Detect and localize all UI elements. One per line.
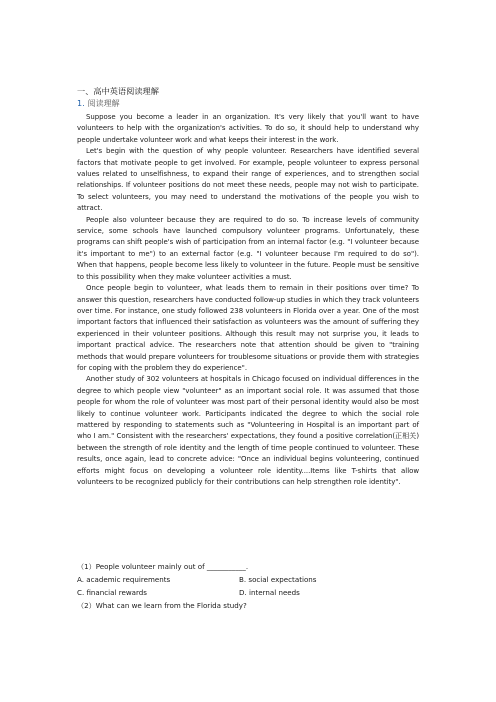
option-d[interactable]: D. internal needs [239,588,300,597]
option-c[interactable]: C. financial rewards [77,588,147,597]
item-heading [77,99,120,109]
passage-paragraph-2: Let's begin with the question of why people volunteer. Researchers have identified several factors that motivate people to get involved. For example, people volunteer to express personal values related to unselfishness, to expand their range of experiences, and to strengthen social relationships. If volunteer positions do not meet these needs, people may not wish to participate. To select volunteers, you may need to understand the motivations of the people you wish to attract. [77,147,419,213]
reading-passage [77,112,419,488]
option-a[interactable]: A. academic requirements [77,575,171,584]
passage-paragraph-3: People also volunteer because they are required to do so. To increase levels of community service, some schools have launched compulsory volunteer programs. Unfortunately, these programs can shift people's wish of participation from an internal factor (e.g. "I volunteer because it's important to me") to an external factor (e.g. "I volunteer because I'm required to do so"). When that happens, people become less likely to volunteer in the future. People must be sensitive to this possibility when they make volunteer activities a must. [77,215,419,281]
passage-paragraph-4: Once people begin to volunteer, what leads them to remain in their positions over time? To answer this question, researchers have conducted follow-up studies in which they track volunteers over time. For instance, one study followed 238 volunteers in Florida over a year. One of the most important factors that influenced their satisfaction as volunteers was the amount of suffering they experienced in their volunteer positions. Although this result may not surprise you, it leads to important practical advice. The researchers note that attention should be given to "training methods that would prepare volunteers for troublesome situations or provide them with strategies for coping with the problem they do experience". [77,284,419,372]
item-label: 阅读理解 [87,99,120,108]
question-2-stem: （2）What can we learn from the Florida study? [77,601,247,610]
option-b[interactable]: B. social expectations [239,575,317,584]
section-title: 一、高中英语阅读理解 [77,86,159,96]
passage-paragraph-1: Suppose you become a leader in an organization. It's very likely that you'll want to have volunteers to help with the organization's activities. To do so, it should help to understand why people undertake volunteer work and what keeps their interest in the work. [77,113,419,144]
question-1-stem: （1）People volunteer mainly out of ___________. [77,562,249,571]
item-number: 1. [77,99,85,108]
passage-paragraph-5: Another study of 302 volunteers at hospitals in Chicago focused on individual differences in the degree to which people view "volunteer" as an important social role. It was assumed that those people for whom the role of volunteer was most part of their personal identity would also be most likely to continue volunteer work. Participants indicated the degree to which the social role mattered by responding to statements such as "Volunteering in Hospital is an important part of who I am." Consistent with the researchers' expectations, they found a positive correlation(正相关) between the strength of role identity and the length of time people continued to volunteer. These results, once again, lead to concrete advice: "Once an individual begins volunteering, continued efforts might focus on developing a volunteer role identity....Items like T-shirts that allow volunteers to be recognized publicly for their contributions can help strengthen role identity". [77,375,419,486]
